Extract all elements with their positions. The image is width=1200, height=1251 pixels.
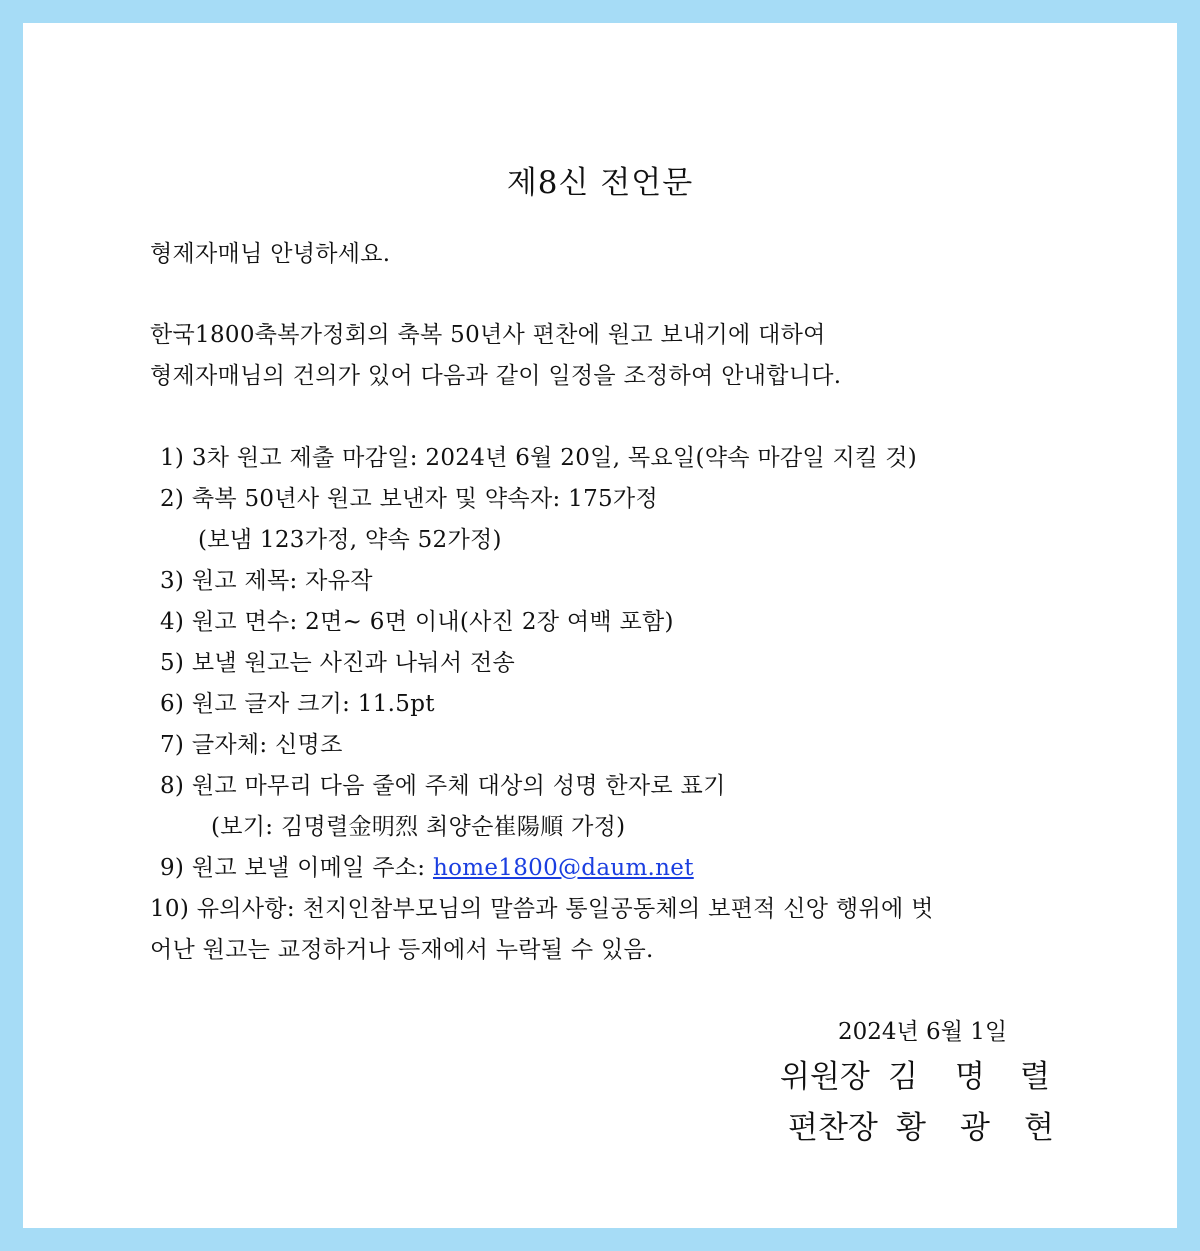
email-link[interactable]: home1800@daum.net	[432, 855, 694, 881]
document-title: 제8신 전언문	[506, 165, 694, 201]
list-item-2: 2) 축복 50년사 원고 보낸자 및 약속자: 175가정	[160, 486, 658, 512]
editor-role: 편찬장	[788, 1110, 878, 1146]
chair-role: 위원장	[780, 1059, 870, 1095]
chair-name-1: 김	[888, 1059, 918, 1095]
intro-line-2: 형제자매님의 건의가 있어 다음과 같이 일정을 조정하여 안내합니다.	[150, 363, 842, 389]
list-item-1: 1) 3차 원고 제출 마감일: 2024년 6월 20일, 목요일(약속 마감일 지킬 것)	[160, 445, 917, 471]
list-item-10-line-2: 어난 원고는 교정하거나 등재에서 누락될 수 있음.	[150, 937, 654, 963]
list-item-8: 8) 원고 마무리 다음 줄에 주체 대상의 성명 한자로 표기	[160, 773, 726, 799]
email-label: 9) 원고 보낼 이메일 주소:	[160, 855, 433, 881]
editor-name-1: 황	[896, 1110, 926, 1146]
document-date: 2024년 6월 1일	[838, 1019, 1008, 1045]
list-item-10-line-1: 10) 유의사항: 천지인참부모님의 말씀과 통일공동체의 보편적 신앙 행위에 벗	[150, 896, 934, 922]
list-item-5: 5) 보낼 원고는 사진과 나눠서 전송	[160, 650, 515, 676]
list-item-4: 4) 원고 면수: 2면~ 6면 이내(사진 2장 여백 포함)	[160, 609, 674, 635]
greeting: 형제자매님 안녕하세요.	[150, 241, 391, 267]
chair-name-2: 명	[955, 1059, 985, 1095]
editor-name-3: 현	[1024, 1110, 1054, 1146]
signature-editor	[788, 1108, 1054, 1148]
list-item-7: 7) 글자체: 신명조	[160, 732, 343, 758]
intro-line-1: 한국1800축복가정회의 축복 50년사 편찬에 원고 보내기에 대하여	[150, 322, 826, 348]
signature-chair	[780, 1057, 1050, 1097]
list-item-2-detail: (보냄 123가정, 약속 52가정)	[198, 527, 502, 553]
editor-name-2: 광	[960, 1110, 990, 1146]
chair-name-3: 렬	[1020, 1059, 1050, 1095]
list-item-6: 6) 원고 글자 크기: 11.5pt	[160, 691, 435, 717]
list-item-3: 3) 원고 제목: 자유작	[160, 568, 373, 594]
list-item-8-example: (보기: 김명렬金明烈 최양순崔陽順 가정)	[211, 814, 626, 840]
list-item-9	[160, 853, 694, 883]
document-page	[23, 23, 1177, 1228]
